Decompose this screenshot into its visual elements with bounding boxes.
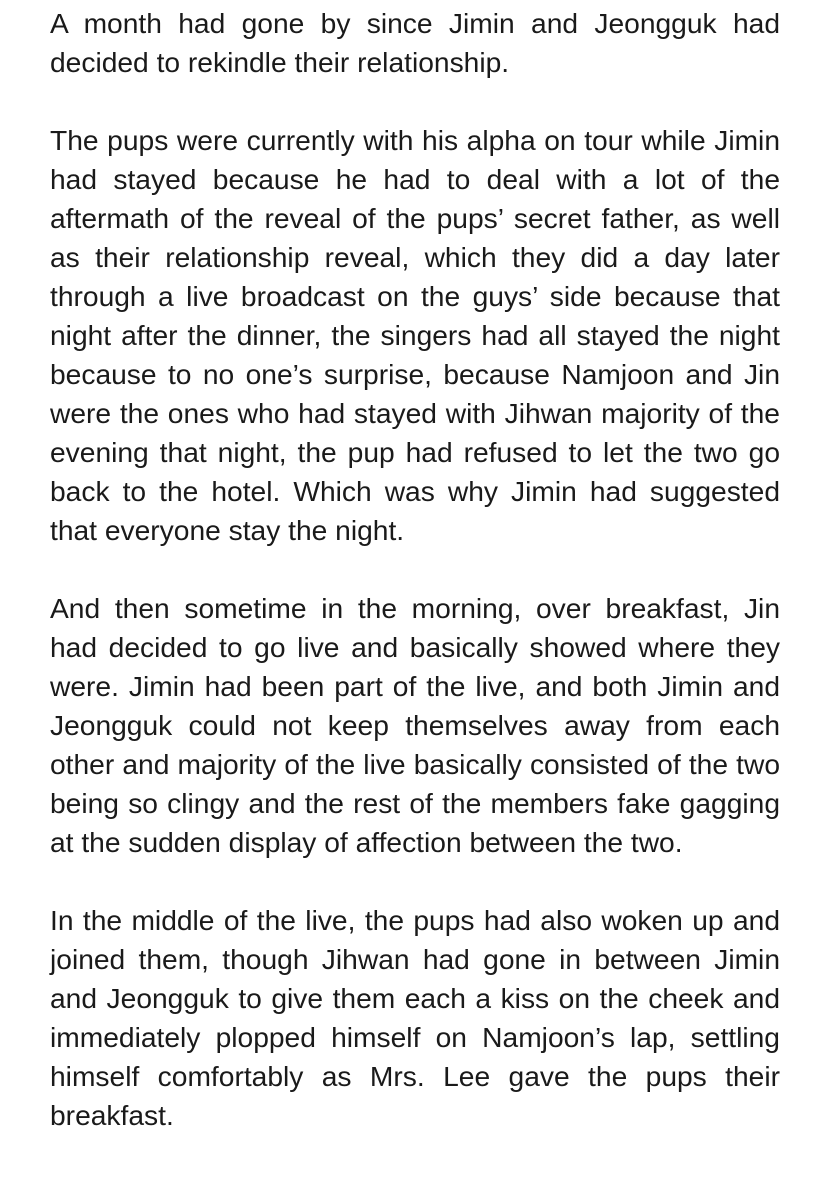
paragraph-3: And then sometime in the morning, over breakfast, Jin had decided to go live and basically showed where they were. Jimin had been part of the live, and both Jimin and Jeongguk could not keep themselves away from each other and majority of the live basically consisted of the two being so clingy and the rest of the members fake gagging at the sudden display of affection between the two. xyxy=(50,592,780,858)
paragraph-4: In the middle of the live, the pups had also woken up and joined them, though Jihwan had gone in between Jimin and Jeongguk to give them each a kiss on the cheek and immediately plopped himself on Namjoon’s lap, settling himself comfortably as Mrs. Lee gave the pups their breakfast. xyxy=(50,904,780,1131)
paragraph-2: The pups were currently with his alpha on tour while Jimin had stayed because he had to deal with a lot of the aftermath of the reveal of the pups’ secret father, as well as their relationship reveal, which they did a day later through a live broadcast on the guys’ side because that night after the dinner, the singers had all stayed the night because to no one’s surprise, because Namjoon and Jin were the ones who had stayed with Jihwan majority of the evening that night, the pup had refused to let the two go back to the hotel. Which was why Jimin had suggested that everyone stay the night. xyxy=(50,124,780,546)
paragraph-1: A month had gone by since Jimin and Jeongguk had decided to rekindle their relationship. xyxy=(50,7,780,78)
